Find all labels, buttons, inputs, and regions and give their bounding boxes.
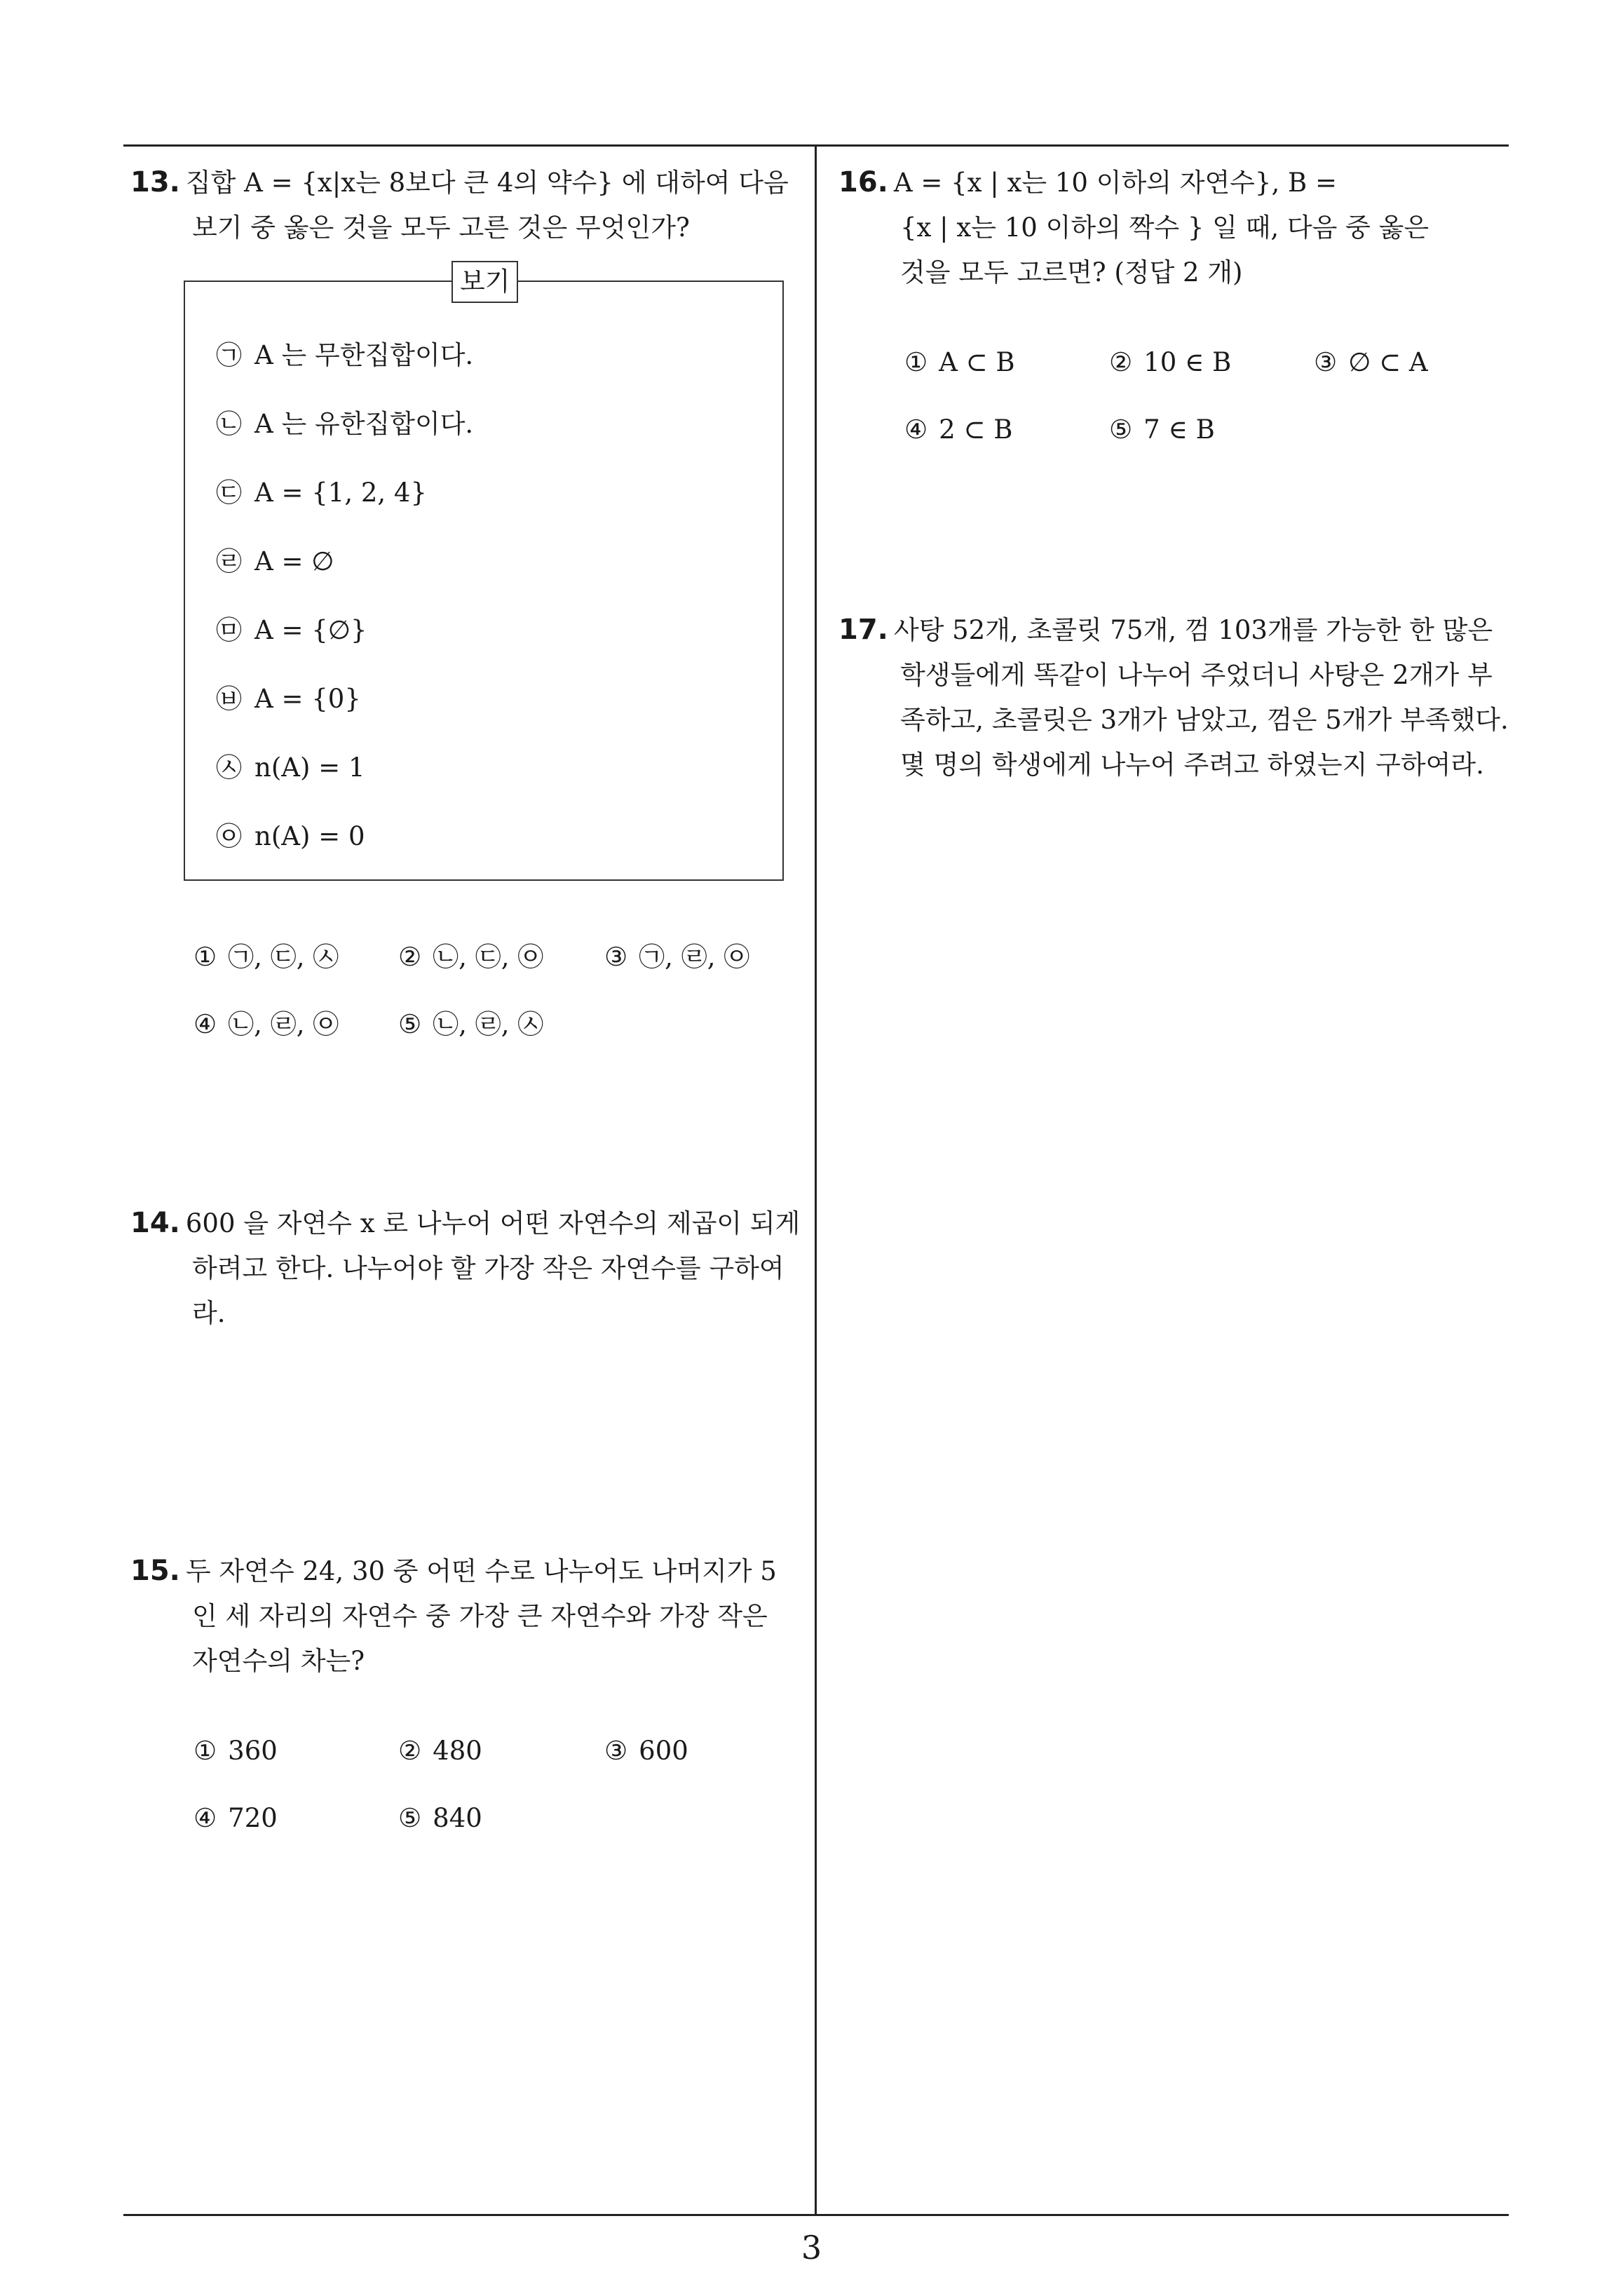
- bogi-mark: ㉦: [216, 752, 242, 783]
- choice-text: 360: [228, 1736, 278, 1766]
- question-text: {x | x는 10 이하의 짝수 } 일 때, 다음 중 옳은: [900, 212, 1430, 243]
- choice-5[interactable]: [398, 1007, 543, 1042]
- choice-text: A ⊂ B: [939, 347, 1015, 377]
- choice-number: ②: [1109, 347, 1133, 377]
- question-text: 사탕 52개, 초콜릿 75개, 껌 103개를 가능한 한 많은: [893, 615, 1493, 645]
- bogi-mark: ㉤: [216, 615, 242, 645]
- choice-3[interactable]: [1314, 345, 1428, 380]
- choice-text: ∅ ⊂ A: [1348, 347, 1428, 377]
- question-number: 15.: [130, 1555, 180, 1587]
- bogi-text: A = {1, 2, 4}: [254, 478, 427, 508]
- choice-2[interactable]: [398, 1734, 482, 1769]
- choice-5[interactable]: [398, 1801, 482, 1836]
- choice-number: ⑤: [398, 1009, 422, 1039]
- question-text: 몇 명의 학생에게 나누어 주려고 하였는지 구하여라.: [900, 750, 1484, 780]
- bogi-item: [216, 407, 473, 442]
- choice-1[interactable]: [193, 940, 339, 975]
- choice-5[interactable]: [1109, 412, 1215, 447]
- bogi-text: n(A) = 0: [254, 821, 365, 851]
- choice-number: ②: [398, 942, 422, 972]
- bogi-item: [216, 544, 334, 579]
- bogi-mark: ㉣: [216, 546, 242, 576]
- choice-text: ㉠, ㉣, ㉧: [639, 942, 750, 972]
- bogi-mark: ㉡: [216, 409, 242, 439]
- bogi-mark: ㉠: [216, 340, 242, 370]
- choice-number: ③: [1314, 347, 1338, 377]
- choice-text: 720: [228, 1803, 278, 1833]
- choice-text: 10 ∈ B: [1143, 347, 1232, 377]
- question-text: A = {x | x는 10 이하의 자연수}, B =: [893, 168, 1337, 198]
- question-number: 13.: [130, 166, 180, 198]
- bogi-item: [216, 338, 473, 373]
- choice-text: ㉡, ㉢, ㉧: [433, 942, 544, 972]
- choice-number: ①: [193, 1736, 217, 1766]
- choice-text: ㉡, ㉣, ㉧: [228, 1009, 339, 1039]
- bogi-text: A 는 유한집합이다.: [254, 409, 474, 439]
- choice-2[interactable]: [1109, 345, 1231, 380]
- choice-3[interactable]: [604, 940, 749, 975]
- bogi-text: A 는 무한집합이다.: [254, 340, 474, 370]
- bogi-item: [216, 819, 365, 854]
- question-13: [130, 160, 789, 250]
- question-14: [130, 1201, 800, 1336]
- question-text: 자연수의 차는?: [192, 1646, 365, 1676]
- bogi-item: [216, 475, 427, 511]
- choice-text: ㉡, ㉣, ㉦: [433, 1009, 544, 1039]
- bogi-text: n(A) = 1: [254, 752, 365, 783]
- bogi-mark: ㉥: [216, 684, 242, 714]
- question-text: 인 세 자리의 자연수 중 가장 큰 자연수와 가장 작은: [192, 1601, 768, 1631]
- choice-number: ②: [398, 1736, 422, 1766]
- question-17: [838, 607, 1509, 788]
- bogi-mark: ㉧: [216, 821, 242, 851]
- bogi-item: [216, 682, 361, 717]
- bogi-text: A = ∅: [254, 546, 334, 576]
- choice-text: 7 ∈ B: [1143, 414, 1215, 445]
- question-15: [130, 1548, 777, 1684]
- choice-text: 600: [639, 1736, 688, 1766]
- choice-number: ④: [193, 1803, 217, 1833]
- bogi-title: 보기: [451, 261, 518, 303]
- question-text: 하려고 한다. 나누어야 할 가장 작은 자연수를 구하여: [192, 1253, 785, 1283]
- question-16: [838, 160, 1429, 295]
- choice-number: ④: [193, 1009, 217, 1039]
- choice-number: ④: [904, 414, 928, 445]
- choice-4[interactable]: [193, 1801, 278, 1836]
- question-text: 600 을 자연수 x 로 나누어 어떤 자연수의 제곱이 되게: [185, 1208, 801, 1238]
- choice-3[interactable]: [604, 1734, 688, 1769]
- choice-text: 2 ⊂ B: [939, 414, 1013, 445]
- question-text: 집합 A = {x|x는 8보다 큰 4의 약수} 에 대하여 다음: [185, 168, 789, 198]
- choice-2[interactable]: [398, 940, 543, 975]
- question-text: 족하고, 초콜릿은 3개가 남았고, 껌은 5개가 부족했다.: [900, 705, 1509, 735]
- page-number: 3: [801, 2229, 822, 2267]
- bogi-text: A = {∅}: [254, 615, 367, 645]
- question-number: 14.: [130, 1207, 180, 1239]
- choice-number: ③: [604, 1736, 628, 1766]
- question-text: 라.: [192, 1298, 226, 1328]
- question-text: 보기 중 옳은 것을 모두 고른 것은 무엇인가?: [192, 212, 690, 243]
- choice-1[interactable]: [904, 345, 1015, 380]
- choice-number: ①: [193, 942, 217, 972]
- choice-number: ①: [904, 347, 928, 377]
- bogi-item: [216, 750, 365, 785]
- column-divider: [815, 144, 817, 2216]
- bottom-rule: [123, 2214, 1509, 2216]
- choice-number: ⑤: [398, 1803, 422, 1833]
- choice-text: 480: [433, 1736, 482, 1766]
- choice-4[interactable]: [193, 1007, 339, 1042]
- choice-1[interactable]: [193, 1734, 278, 1769]
- question-text: 두 자연수 24, 30 중 어떤 수로 나누어도 나머지가 5: [185, 1556, 777, 1586]
- question-number: 16.: [838, 166, 888, 198]
- bogi-item: [216, 613, 367, 648]
- bogi-text: A = {0}: [254, 684, 361, 714]
- bogi-mark: ㉢: [216, 478, 242, 508]
- choice-text: 840: [433, 1803, 482, 1833]
- choice-4[interactable]: [904, 412, 1012, 447]
- choice-text: ㉠, ㉢, ㉦: [228, 942, 339, 972]
- choice-number: ⑤: [1109, 414, 1133, 445]
- question-text: 학생들에게 똑같이 나누어 주었더니 사탕은 2개가 부: [900, 660, 1493, 690]
- choice-number: ③: [604, 942, 628, 972]
- question-text: 것을 모두 고르면? (정답 2 개): [900, 257, 1243, 288]
- question-number: 17.: [838, 614, 888, 646]
